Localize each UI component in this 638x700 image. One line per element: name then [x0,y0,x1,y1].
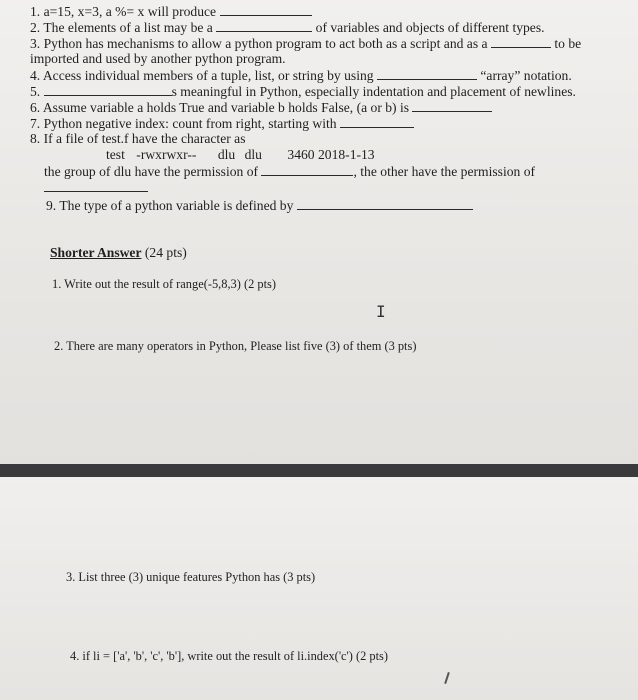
question-3 [30,35,581,52]
answer-blank-6[interactable] [412,99,492,112]
question-8-sub [44,163,535,180]
answer-blank-9[interactable] [297,197,473,210]
question-4-text-end: “array” notation. [480,68,572,83]
answer-blank-8a[interactable] [261,163,353,176]
question-8 [30,131,246,147]
section-points: (24 pts) [141,245,187,260]
perm-bits: -rwxrwxr-- [136,147,197,162]
text-cursor-icon: I [376,302,386,321]
answer-blank-3[interactable] [491,35,551,48]
section-title: Shorter Answer [50,245,142,260]
question-7 [30,115,414,132]
question-2-text: 2. The elements of a list may be a [30,20,213,35]
perm-size-date: 3460 2018-1-13 [287,147,375,162]
short-question-2 [54,338,416,354]
worksheet-page-bottom [0,477,638,700]
question-5 [30,83,576,100]
question-9 [46,197,473,214]
question-9-text: 9. The type of a python variable is defined by [46,198,294,213]
question-1-text: 1. a=15, x=3, a %= x will produce [30,4,217,19]
question-4-text: 4. Access individual members of a tuple, list, or string by using [30,68,374,83]
question-3-text-end: to be [554,36,582,51]
shorter-answer-heading [50,245,187,261]
answer-blank-5[interactable] [44,83,172,96]
question-3-text: 3. Python has mechanisms to allow a python program to act both as a script and as a [30,36,488,51]
answer-blank-4[interactable] [377,67,477,80]
question-8-other-text: , the other have the permission of [353,164,536,179]
answer-blank-1[interactable] [220,3,312,16]
short-question-2-text: 2. There are many operators in Python, Please list five (3) of them (3 pts) [54,339,417,353]
question-5-number: 5. [30,84,41,99]
question-4 [30,67,572,84]
short-question-3 [66,569,315,585]
page-divider [0,464,638,477]
answer-blank-8b[interactable] [44,179,148,192]
question-6-text: 6. Assume variable a holds True and variable b holds False, (a or b) is [30,100,410,115]
question-3-text-cont: imported and used by another python program. [30,51,286,66]
short-question-1 [52,276,276,292]
short-question-3-text: 3. List three (3) unique features Python has (3 pts) [66,570,316,584]
perm-file: test [106,147,125,162]
question-5-text: s meaningful in Python, especially indentation and placement of newlines. [171,84,576,99]
file-permission-line [106,147,375,163]
question-8-text: 8. If a file of test.f have the character as [30,131,246,146]
question-2 [30,19,545,36]
question-7-text: 7. Python negative index: count from right, starting with [30,116,337,131]
answer-blank-7[interactable] [340,115,414,128]
question-1 [30,3,312,20]
question-2-text-end: of variables and objects of different types. [315,20,545,35]
short-question-1-text: 1. Write out the result of range(-5,8,3) (2 pts) [52,277,276,291]
perm-group: dlu [244,147,262,162]
question-8-blank-line [44,179,148,196]
question-3-continued [30,51,286,67]
short-question-4-text: 4. if li = ['a', 'b', 'c', 'b'], write out the result of li.index('c') (2 pts) [70,649,389,663]
short-question-4 [70,648,388,664]
question-6 [30,99,492,116]
question-8-group-text: the group of dlu have the permission of [44,164,259,179]
answer-blank-2[interactable] [216,19,312,32]
perm-user: dlu [217,147,236,162]
